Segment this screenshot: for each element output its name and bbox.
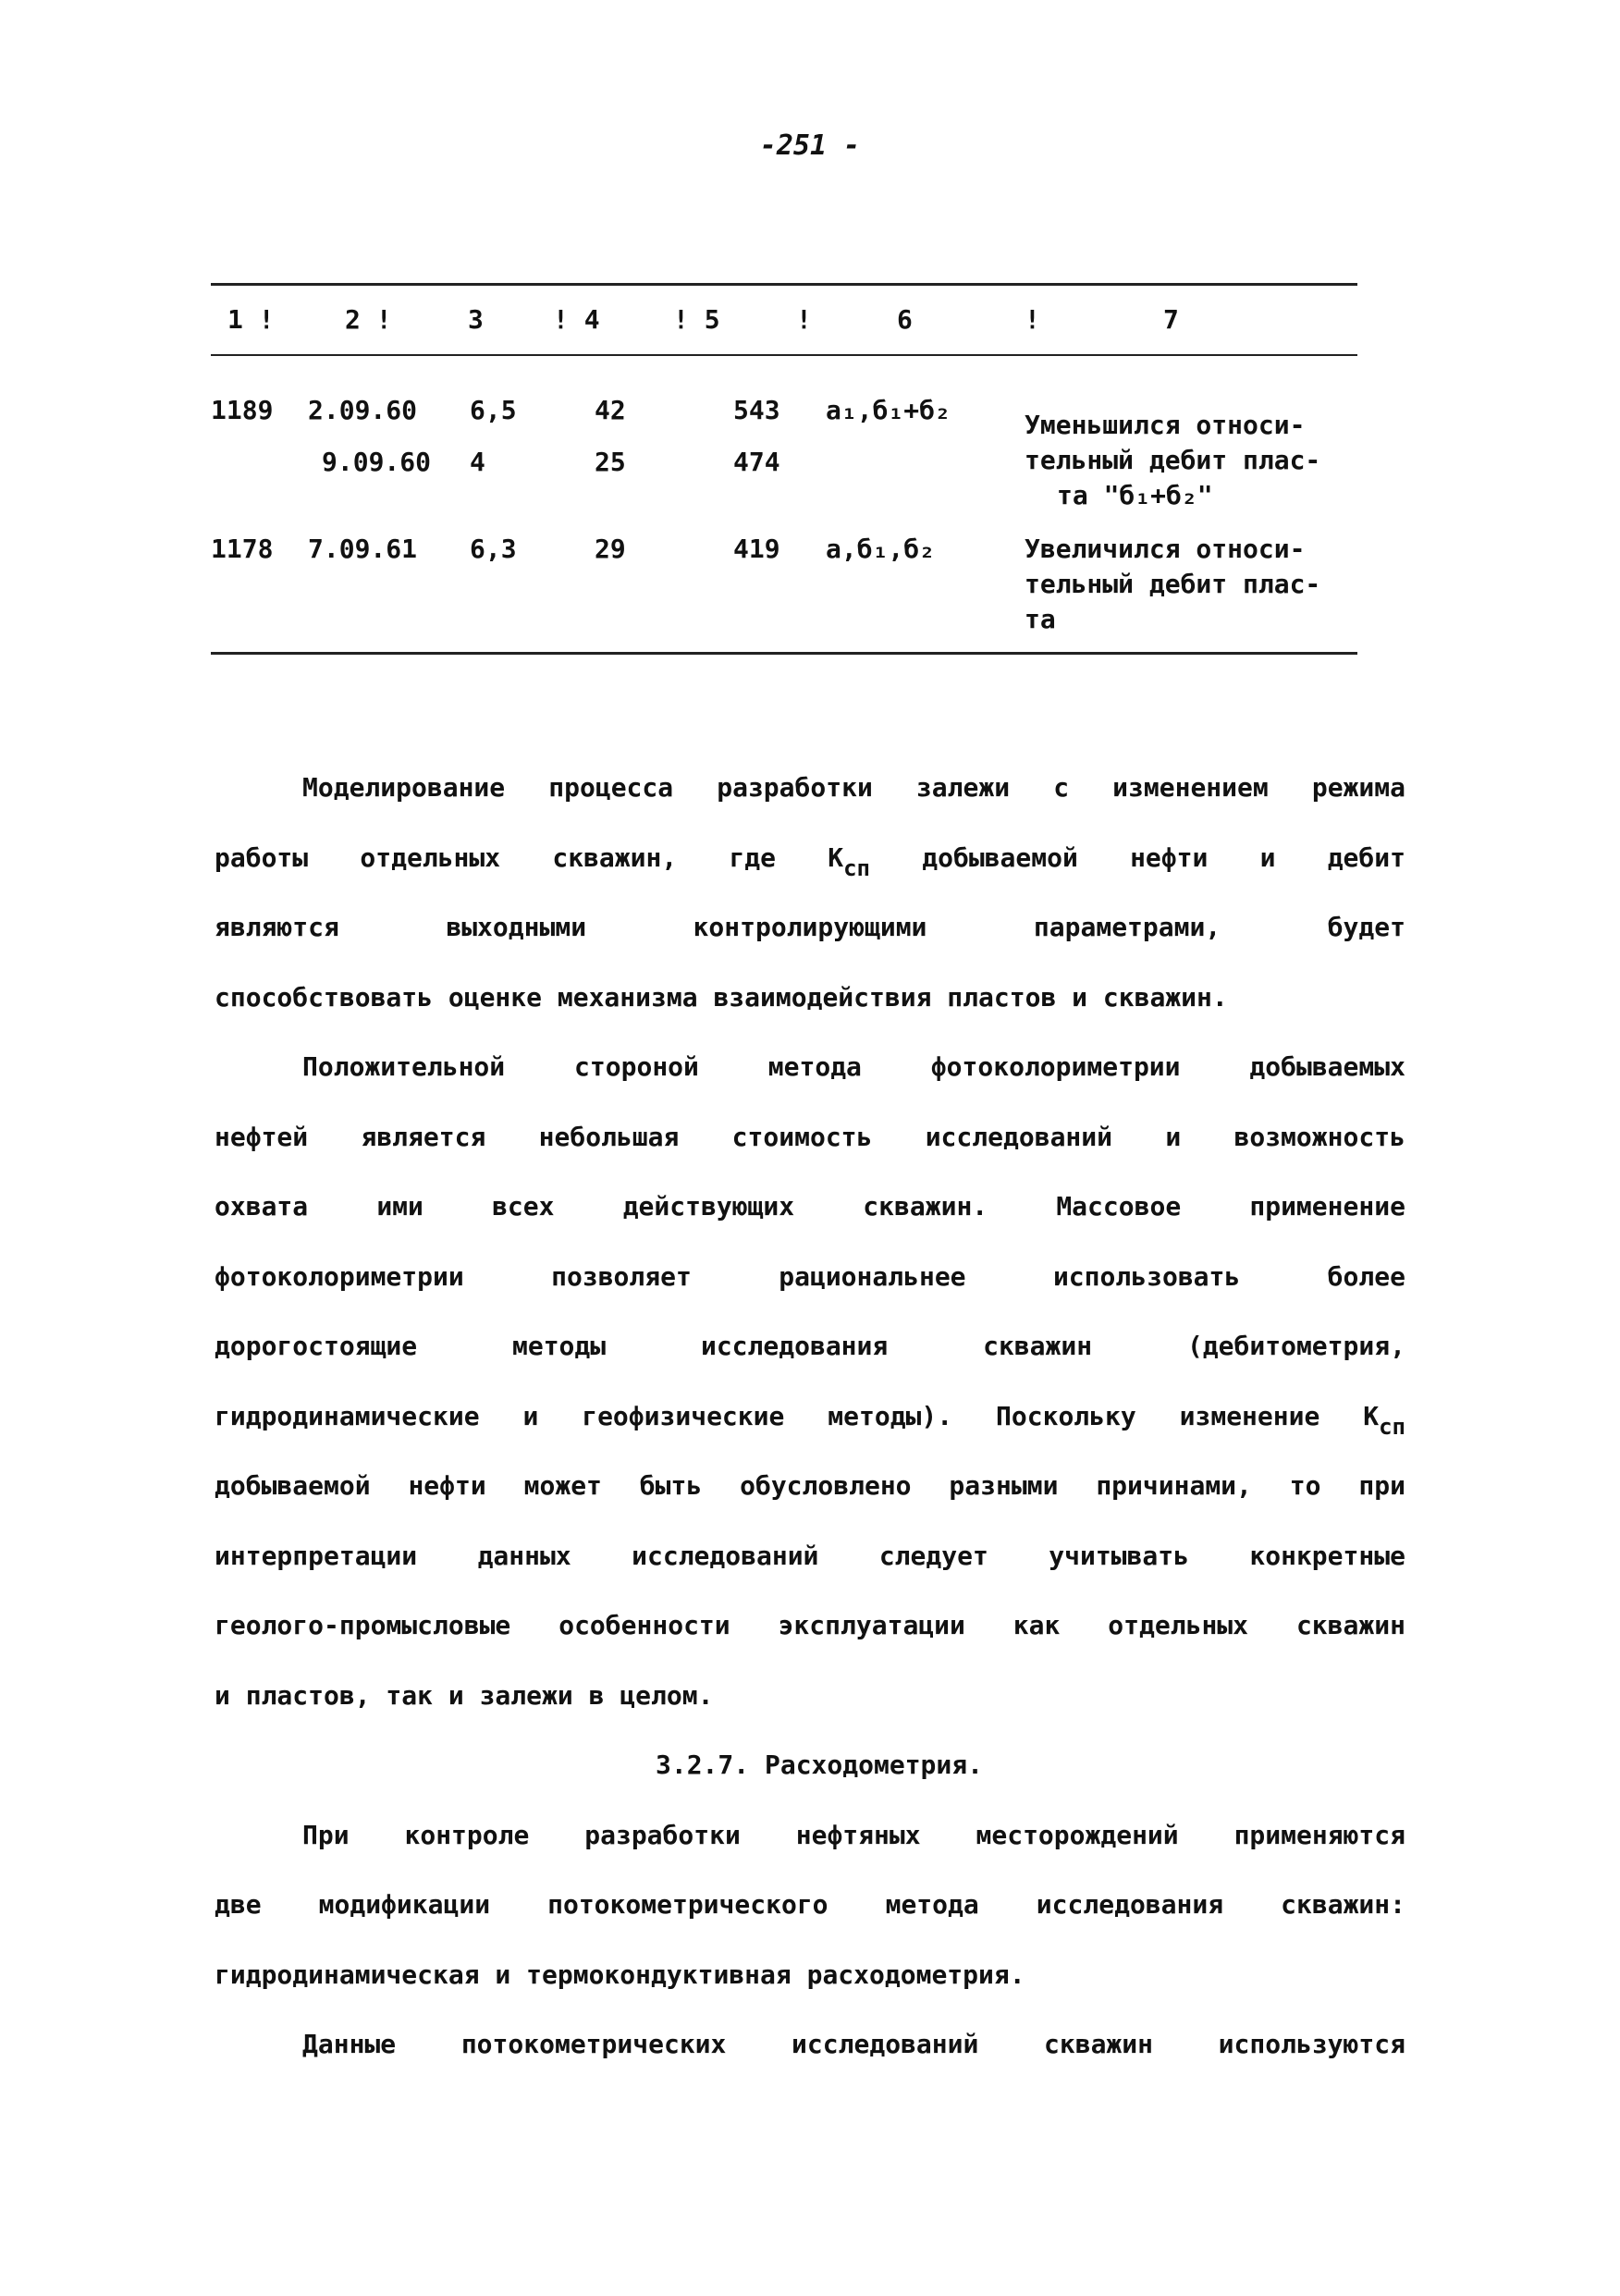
date-cell: 2.09.60 bbox=[308, 395, 418, 425]
description-cell bbox=[1025, 408, 1357, 513]
word: добываемых bbox=[1249, 1051, 1405, 1082]
word: особенности bbox=[558, 1610, 730, 1640]
header-col-1: 1 ! bbox=[227, 304, 275, 335]
word: действующих bbox=[622, 1191, 795, 1222]
word: разработки bbox=[717, 772, 873, 803]
text-line bbox=[215, 1470, 1405, 1541]
word: контролирующими bbox=[693, 912, 927, 942]
word: причинами, bbox=[1096, 1470, 1252, 1501]
word: при bbox=[1358, 1470, 1405, 1501]
word: быть bbox=[639, 1470, 703, 1501]
word: Моделирование bbox=[302, 772, 506, 803]
word: являются bbox=[215, 912, 339, 942]
word: Ксп bbox=[828, 841, 871, 881]
word: рациональнее bbox=[779, 1260, 966, 1292]
word: охвата bbox=[215, 1191, 309, 1222]
word: с bbox=[1053, 772, 1070, 803]
header-col-7: 7 bbox=[1163, 304, 1179, 335]
word: две bbox=[215, 1889, 262, 1920]
word: методы bbox=[511, 1331, 607, 1361]
text-line bbox=[215, 1541, 1405, 1611]
word: нефти bbox=[408, 1470, 486, 1501]
word: интерпретации bbox=[215, 1540, 418, 1571]
word: дорогостоящие bbox=[215, 1331, 418, 1361]
word: исследований bbox=[925, 1121, 1112, 1152]
data-table bbox=[211, 283, 1357, 655]
word: потокометрического bbox=[547, 1889, 828, 1920]
page-number: -251 - bbox=[759, 129, 861, 162]
word: скважин bbox=[1295, 1610, 1405, 1640]
word: то bbox=[1289, 1470, 1321, 1501]
word: отдельных bbox=[1108, 1610, 1249, 1640]
word: более bbox=[1327, 1260, 1405, 1292]
word: и bbox=[1165, 1121, 1182, 1152]
word: следует bbox=[878, 1540, 988, 1571]
word: как bbox=[1012, 1610, 1061, 1640]
value-cell: 419 bbox=[733, 534, 780, 564]
word: нефти bbox=[1130, 841, 1209, 873]
word: разными bbox=[949, 1470, 1059, 1501]
word: Данные bbox=[302, 2029, 397, 2059]
word: геолого-промысловые bbox=[215, 1610, 511, 1640]
word: скважин bbox=[983, 1331, 1093, 1361]
text-line bbox=[215, 1889, 1405, 1959]
table-bottom-rule bbox=[211, 652, 1357, 655]
description-cell bbox=[1025, 532, 1357, 637]
value-cell: 25 bbox=[595, 447, 626, 477]
word: контроле bbox=[404, 1819, 530, 1850]
header-sep-7: ! bbox=[1025, 304, 1040, 335]
word: гидродинамические bbox=[215, 1400, 480, 1431]
value-cell: 474 bbox=[733, 447, 780, 477]
word: где bbox=[729, 841, 777, 873]
value-cell: 6,3 bbox=[470, 534, 517, 564]
word: потокометрических bbox=[460, 2029, 727, 2059]
word: модификации bbox=[318, 1889, 491, 1920]
word: Поскольку bbox=[996, 1400, 1136, 1431]
description-line: та bbox=[1025, 604, 1056, 634]
date-cell: 9.09.60 bbox=[322, 447, 432, 477]
word: нефтяных bbox=[795, 1819, 921, 1850]
word: использовать bbox=[1052, 1260, 1241, 1292]
word: эксплуатации bbox=[778, 1610, 965, 1640]
table-header-row bbox=[211, 286, 1357, 354]
text-line: способствовать оценке механизма взаимодействия пластов и скважин. bbox=[215, 981, 1228, 1013]
word: и bbox=[522, 1400, 539, 1431]
header-col-2: 2 ! bbox=[345, 304, 392, 335]
word: является bbox=[361, 1121, 486, 1152]
text-line bbox=[215, 912, 1405, 982]
section-heading: 3.2.7. Расходометрия. bbox=[655, 1750, 983, 1780]
text-line bbox=[215, 1331, 1405, 1401]
description-line: та "б₁+б₂" bbox=[1057, 480, 1213, 510]
date-cell: 7.09.61 bbox=[308, 534, 418, 564]
word: ими bbox=[376, 1191, 423, 1222]
text-line bbox=[215, 1610, 1405, 1680]
word: позволяет bbox=[551, 1260, 692, 1292]
header-col-6: 6 bbox=[897, 304, 913, 335]
word: конкретные bbox=[1249, 1540, 1405, 1571]
word: исследований bbox=[792, 2029, 979, 2059]
word: фотоколориметрии bbox=[215, 1260, 464, 1292]
header-col-4: ! 4 bbox=[553, 304, 600, 335]
header-col-5: ! 5 bbox=[673, 304, 720, 335]
well-number: 1189 bbox=[211, 395, 274, 425]
word: данных bbox=[477, 1540, 571, 1571]
value-cell: 543 bbox=[733, 395, 780, 425]
text-line bbox=[215, 1191, 1405, 1261]
word: изменением bbox=[1112, 772, 1269, 803]
word: методы). bbox=[828, 1400, 953, 1431]
word: стороной bbox=[574, 1051, 699, 1082]
word: скважин, bbox=[552, 841, 678, 873]
word: добываемой bbox=[215, 1470, 371, 1501]
text-line: гидродинамическая и термокондуктивная расходометрия. bbox=[215, 1958, 1025, 1990]
text-line bbox=[215, 1122, 1405, 1192]
description-line: тельный дебит плас- bbox=[1025, 569, 1321, 599]
word: фотоколориметрии bbox=[930, 1051, 1181, 1082]
well-number: 1178 bbox=[211, 534, 274, 564]
word: Массовое bbox=[1056, 1191, 1182, 1222]
word: обусловлено bbox=[740, 1470, 912, 1501]
word: применение bbox=[1249, 1191, 1405, 1222]
text-line bbox=[215, 1820, 1405, 1890]
description-line: Уменьшился относи- bbox=[1025, 410, 1306, 440]
layers-cell: a₁,б₁+б₂ bbox=[826, 395, 951, 425]
text-line bbox=[215, 772, 1405, 842]
header-sep-6: ! bbox=[796, 304, 812, 335]
word: дебит bbox=[1327, 841, 1405, 873]
word: геофизические bbox=[582, 1400, 785, 1431]
layers-cell: а,б₁,б₂ bbox=[826, 534, 936, 564]
word: залежи bbox=[915, 772, 1011, 803]
word: процесса bbox=[548, 772, 674, 803]
word: метода bbox=[885, 1889, 979, 1920]
word: работы bbox=[215, 841, 309, 873]
word: добываемой bbox=[922, 841, 1078, 873]
word: скважин bbox=[1044, 2029, 1154, 2059]
text-line bbox=[215, 1401, 1405, 1471]
word: При bbox=[302, 1819, 350, 1850]
word: Положительной bbox=[302, 1051, 506, 1082]
header-col-3: 3 bbox=[468, 304, 484, 335]
word: исследования bbox=[1036, 1889, 1224, 1920]
word: отдельных bbox=[360, 841, 501, 873]
text-line bbox=[215, 1261, 1405, 1332]
word: будет bbox=[1327, 912, 1405, 942]
word: месторождений bbox=[976, 1819, 1179, 1850]
word: изменение bbox=[1179, 1400, 1320, 1431]
word: возможность bbox=[1233, 1121, 1405, 1152]
description-line: Увеличился относи- bbox=[1025, 534, 1306, 564]
word: и bbox=[1259, 841, 1276, 873]
word: нефтей bbox=[215, 1121, 309, 1152]
word: стоимость bbox=[731, 1121, 873, 1152]
text-line: и пластов, так и залежи в целом. bbox=[215, 1679, 714, 1711]
word: параметрами, bbox=[1033, 912, 1221, 942]
value-cell: 6,5 bbox=[470, 395, 517, 425]
word: разработки bbox=[584, 1819, 741, 1850]
word: может bbox=[523, 1470, 602, 1501]
word: режима bbox=[1311, 772, 1405, 803]
body-text bbox=[215, 772, 1405, 2099]
value-cell: 29 bbox=[595, 534, 626, 564]
value-cell: 42 bbox=[595, 395, 626, 425]
word: всех bbox=[492, 1191, 555, 1222]
text-line bbox=[215, 2029, 1405, 2099]
word: метода bbox=[767, 1051, 862, 1082]
word: скважин: bbox=[1281, 1889, 1405, 1920]
word: выходными bbox=[446, 912, 587, 942]
word: небольшая bbox=[538, 1121, 680, 1152]
word: Ксп bbox=[1363, 1400, 1405, 1440]
table-row bbox=[211, 522, 1357, 652]
word: применяются bbox=[1233, 1819, 1405, 1850]
word: исследований bbox=[632, 1540, 819, 1571]
description-line: тельный дебит плас- bbox=[1025, 445, 1321, 475]
text-line bbox=[215, 1051, 1405, 1122]
value-cell: 4 bbox=[470, 447, 485, 477]
table-row bbox=[211, 356, 1357, 522]
text-line bbox=[215, 842, 1405, 913]
word: используются bbox=[1218, 2029, 1405, 2059]
word: (дебитометрия, bbox=[1186, 1331, 1405, 1361]
word: скважин. bbox=[863, 1191, 988, 1222]
word: исследования bbox=[700, 1331, 889, 1361]
word: учитывать bbox=[1049, 1540, 1189, 1571]
